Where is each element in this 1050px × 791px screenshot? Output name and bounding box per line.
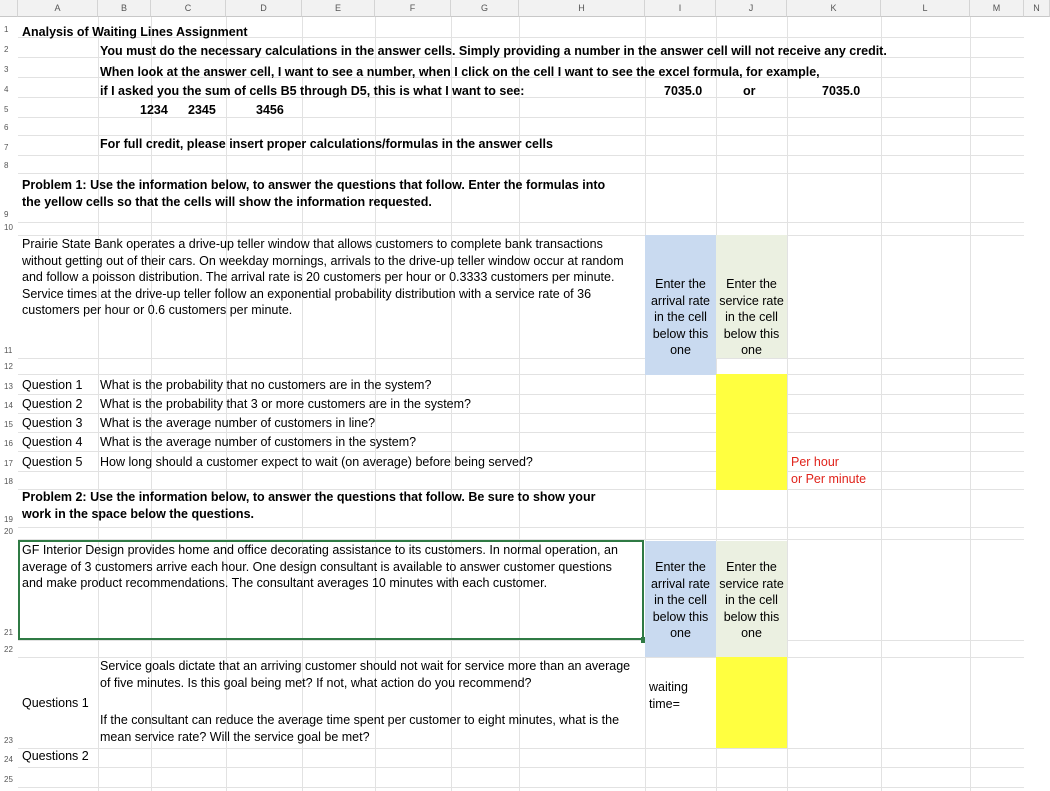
cell-b5[interactable]: 1234 — [140, 103, 168, 117]
row-header-8[interactable]: 8 — [4, 161, 9, 170]
problem2-heading: Problem 2: Use the information below, to answer the questions that follow. Be sure to show your work in the space below the questions. — [22, 490, 596, 521]
problem2-description: GF Interior Design provides home and office decorating assistance to its customers. In normal operation, an average of 3 customers arrive each hour. One design consultant is available to answer customer questions and make product recommendations. The consultant averages 10 minutes with each customer. — [22, 543, 618, 590]
row-gridline — [18, 413, 1024, 414]
row-gridline — [18, 358, 1024, 359]
column-header-m[interactable]: M — [970, 0, 1024, 17]
per-minute-note: or Per minute — [791, 472, 867, 486]
row-header-11[interactable]: 11 — [4, 346, 13, 355]
row-header-9[interactable]: 9 — [4, 210, 9, 219]
row-header-12[interactable]: 12 — [4, 362, 13, 371]
question-label: Question 2 — [22, 397, 83, 411]
row-header-19[interactable]: 19 — [4, 515, 13, 524]
row-gridline — [18, 767, 1024, 768]
column-header-g[interactable]: G — [451, 0, 519, 17]
answer-cells-problem1[interactable] — [716, 374, 787, 490]
enter-arrival-rate-text: Enter the arrival rate in the cell below this one — [650, 277, 711, 357]
row-gridline — [18, 787, 1024, 788]
row-header-25[interactable]: 25 — [4, 775, 13, 784]
row-gridline — [18, 117, 1024, 118]
column-header-l[interactable]: L — [881, 0, 970, 17]
row-gridline — [18, 640, 1024, 641]
questions-2-text: If the consultant can reduce the average time spent per customer to eight minutes, what is the mean service rate? Will the service goal be met? — [100, 713, 620, 744]
example-value-l4[interactable]: 7035.0 — [822, 84, 861, 98]
column-header-k[interactable]: K — [787, 0, 881, 17]
row-gridline — [18, 155, 1024, 156]
row-header-5[interactable]: 5 — [4, 105, 9, 114]
question-text: How long should a customer expect to wait (on average) before being served? — [100, 455, 533, 469]
question-text: What is the average number of customers in the system? — [100, 435, 417, 449]
waiting-time-label: waiting time= — [649, 680, 688, 711]
instruction-line-2: You must do the necessary calculations in the answer cells. Simply providing a number in the answer cell will not receive any credit. — [100, 44, 887, 58]
row-gridline — [18, 394, 1024, 395]
instruction-line-3: When look at the answer cell, I want to see a number, when I click on the cell I want to see the excel formula, for example, — [100, 65, 820, 79]
row-gridline — [18, 748, 1024, 749]
row-header-7[interactable]: 7 — [4, 143, 9, 152]
problem1-description: Prairie State Bank operates a drive-up teller window that allows customers to complete bank transactions without getting out of their cars. On weekday mornings, arrivals to the drive-up teller window occur at random and follow a poisson distribution. The arrival rate is 20 customers per hour or 0.3333 customers per minute. Service times at the drive-up teller follow an exponential probability distribution with a service rate of 36 customers per hour or 0.6 customers per minute. — [22, 237, 624, 317]
questions-1-label: Questions 1 — [22, 696, 89, 710]
row-header-13[interactable]: 13 — [4, 382, 13, 391]
row-header-21[interactable]: 21 — [4, 628, 13, 637]
column-header-n[interactable]: N — [1024, 0, 1050, 17]
problem1-heading: Problem 1: Use the information below, to answer the questions that follow. Enter the formulas into the yellow cells so that the cells will show the information requested. — [22, 178, 606, 209]
example-value-j4[interactable]: 7035.0 — [664, 84, 703, 98]
question-text: What is the probability that 3 or more customers are in the system? — [100, 397, 471, 411]
per-hour-note: Per hour — [791, 455, 839, 469]
instruction-line-4: if I asked you the sum of cells B5 through D5, this is what I want to see: — [100, 84, 525, 98]
row-header-23[interactable]: 23 — [4, 736, 13, 745]
question-label: Question 1 — [22, 378, 83, 392]
or-label: or — [743, 84, 756, 98]
column-header-e[interactable]: E — [302, 0, 375, 17]
cell-c5[interactable]: 2345 — [188, 103, 216, 117]
row-header-14[interactable]: 14 — [4, 401, 13, 410]
answer-cell-waiting-time[interactable] — [716, 657, 787, 748]
row-header-1[interactable]: 1 — [4, 25, 9, 34]
question-label: Question 4 — [22, 435, 83, 449]
question-label: Question 3 — [22, 416, 83, 430]
row-header-17[interactable]: 17 — [4, 459, 13, 468]
row-gridline — [18, 135, 1024, 136]
column-header-i[interactable]: I — [645, 0, 716, 17]
row-header-2[interactable]: 2 — [4, 45, 9, 54]
column-header-a[interactable]: A — [18, 0, 98, 17]
questions-1-text: Service goals dictate that an arriving customer should not wait for service more than an average of five minutes. Is this goal being met? If not, what action do you recommend? — [100, 659, 631, 690]
row-header-15[interactable]: 15 — [4, 420, 13, 429]
sheet-title: Analysis of Waiting Lines Assignment — [22, 25, 248, 39]
column-header-d[interactable]: D — [226, 0, 302, 17]
full-credit-note: For full credit, please insert proper calculations/formulas in the answer cells — [100, 137, 553, 151]
enter-service-rate-text: Enter the service rate in the cell below this one — [719, 277, 784, 357]
row-header-22[interactable]: 22 — [4, 645, 13, 654]
column-header-b[interactable]: B — [98, 0, 151, 17]
questions-2-label: Questions 2 — [22, 749, 89, 763]
column-gridline — [98, 17, 99, 791]
column-header-f[interactable]: F — [375, 0, 451, 17]
row-header-10[interactable]: 10 — [4, 223, 13, 232]
select-all-corner[interactable] — [0, 0, 18, 17]
row-header-6[interactable]: 6 — [4, 123, 9, 132]
row-gridline — [18, 432, 1024, 433]
row-header-18[interactable]: 18 — [4, 477, 13, 486]
column-header-j[interactable]: J — [716, 0, 787, 17]
row-gridline — [18, 451, 1024, 452]
row-header-20[interactable]: 20 — [4, 527, 13, 536]
question-text: What is the probability that no customers are in the system? — [100, 378, 432, 392]
row-gridline — [18, 374, 1024, 375]
column-header-h[interactable]: H — [519, 0, 645, 17]
row-header-3[interactable]: 3 — [4, 65, 9, 74]
row-gridline — [18, 173, 1024, 174]
column-gridline — [787, 17, 788, 791]
cell-d5[interactable]: 3456 — [256, 103, 284, 117]
enter-arrival-rate-text-2: Enter the arrival rate in the cell below this one — [650, 560, 711, 640]
column-gridline — [645, 17, 646, 791]
row-header-16[interactable]: 16 — [4, 439, 13, 448]
column-gridline — [970, 17, 971, 791]
question-label: Question 5 — [22, 455, 83, 469]
row-gridline — [18, 471, 1024, 472]
row-header-4[interactable]: 4 — [4, 85, 9, 94]
arrival-rate-input-cell[interactable] — [645, 358, 716, 375]
column-header-c[interactable]: C — [151, 0, 226, 17]
row-gridline — [18, 222, 1024, 223]
row-gridline — [18, 527, 1024, 528]
question-text: What is the average number of customers in line? — [100, 416, 376, 430]
column-gridline — [881, 17, 882, 791]
enter-service-rate-text-2: Enter the service rate in the cell below this one — [719, 560, 784, 640]
row-header-24[interactable]: 24 — [4, 755, 13, 764]
